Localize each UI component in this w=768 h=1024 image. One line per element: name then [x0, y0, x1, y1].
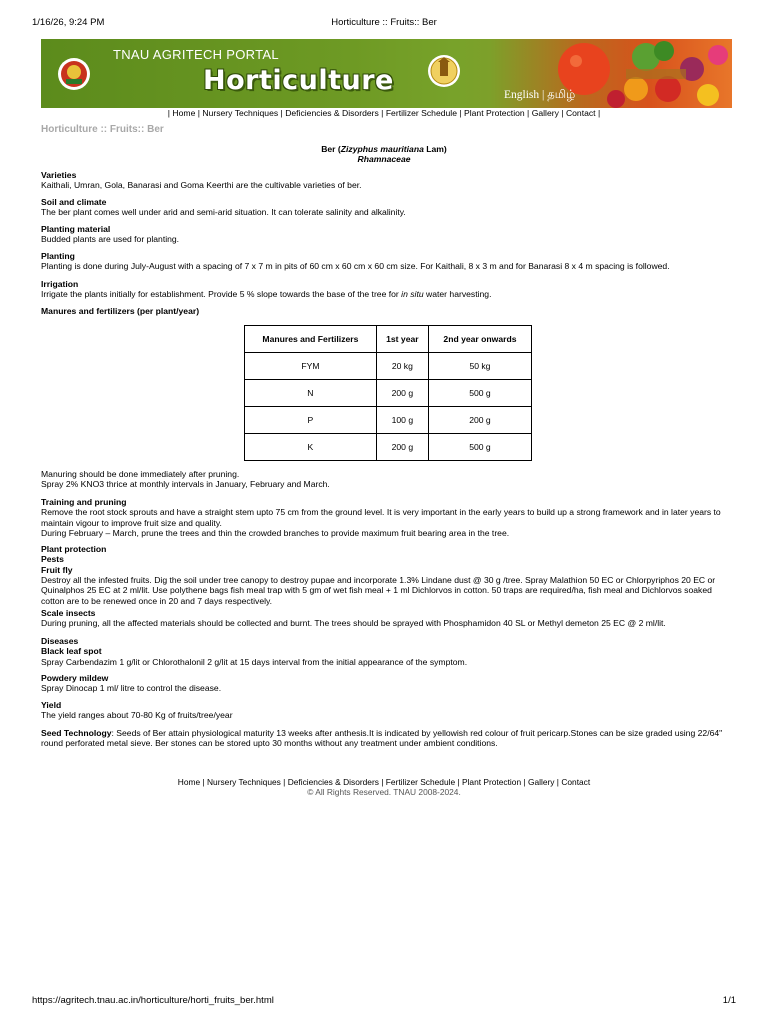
nav-home[interactable]: Home	[172, 108, 196, 118]
table-cell: K	[245, 434, 377, 461]
table-cell: 20 kg	[376, 353, 428, 380]
section-title: Plant protection	[41, 544, 107, 554]
subsection-title: Black leaf spot	[41, 646, 102, 657]
table-cell: 200 g	[376, 434, 428, 461]
section-text: Remove the root stock sprouts and have a straight stem upto 75 cm from the ground level. It is very important in the early years to build up a strong framework and in later years to maintain vigour to improve fruit size and quality.	[41, 507, 721, 528]
portal-title: TNAU AGRITECH PORTAL	[113, 47, 279, 62]
footer-nav-gallery[interactable]: Gallery	[527, 777, 555, 787]
table-cell: N	[245, 380, 377, 407]
top-nav: | Home | Nursery Techniques | Deficiencies & Disorders | Fertilizer Schedule | Plant Protection | Gallery | Contact |	[167, 108, 601, 118]
tnau-emblem-icon	[57, 57, 91, 91]
nav-gallery[interactable]: Gallery	[531, 108, 559, 118]
table-cell: FYM	[245, 353, 377, 380]
section-text: Kaithali, Umran, Gola, Banarasi and Goma Keerthi are the cultivable varieties of ber.	[41, 180, 362, 191]
table-cell: 200 g	[428, 407, 531, 434]
section-text: Spray 2% KNO3 thrice at monthly intervals in January, February and March.	[41, 479, 330, 490]
table-row	[245, 434, 532, 461]
footer-nav: Home | Nursery Techniques | Deficiencies & Disorders | Fertilizer Schedule | Plant Protection | Gallery | Contact	[177, 777, 591, 787]
section-title: Irrigation	[41, 279, 79, 289]
section-yield	[41, 700, 733, 721]
section-text: Planting is done during July-August with a spacing of 7 x 7 m in pits of 60 cm x 60 cm x 60 cm size. For Kaithali, 8 x 3 m and for Banarasi 8 x 4 m spacing is followed.	[41, 261, 670, 272]
section-planting	[41, 251, 733, 272]
section-title: Soil and climate	[41, 197, 107, 207]
nav-protection[interactable]: Plant Protection	[464, 108, 525, 118]
subsection-title: Pests	[41, 554, 64, 565]
heading-prefix: Ber (	[321, 144, 341, 154]
section-title: Manures and fertilizers (per plant/year)	[41, 306, 200, 316]
section-manuring-note	[41, 469, 733, 490]
section-text: During February – March, prune the trees and thin the crowded branches to provide maximum fruit bearing area in the tree.	[41, 527, 510, 538]
section-training	[41, 497, 733, 538]
site-title: Horticulture	[203, 65, 394, 96]
section-planting-material	[41, 224, 733, 245]
table-header-row	[245, 326, 532, 353]
print-page-number: 1/1	[722, 995, 736, 1006]
copyright: © All Rights Reserved. TNAU 2008-2024.	[307, 787, 461, 797]
section-diseases	[41, 636, 733, 667]
section-varieties	[41, 170, 733, 191]
page-heading	[0, 144, 768, 165]
section-powdery-mildew	[41, 673, 733, 694]
section-plant-protection	[41, 544, 733, 606]
section-text: During pruning, all the affected materials should be collected and burnt. The trees should be sprayed with Phosphamidon 40 SL or Methyl demeton 25 EC @ 2 ml/lit.	[41, 618, 666, 629]
subsection-title: Fruit fly	[41, 564, 73, 575]
footer-nav-fertilizer[interactable]: Fertilizer Schedule	[385, 777, 456, 787]
section-title: Yield	[41, 700, 62, 710]
section-text: The ber plant comes well under arid and semi-arid situation. It can tolerate salinity and alkalinity.	[41, 207, 406, 218]
table-cell: 500 g	[428, 380, 531, 407]
section-scale-insects	[41, 608, 733, 629]
table-header: 2nd year onwards	[428, 326, 531, 353]
table-row	[245, 407, 532, 434]
table-cell: 100 g	[376, 407, 428, 434]
table-cell: P	[245, 407, 377, 434]
family-name: Rhamnaceae	[357, 154, 411, 165]
table-header: 1st year	[376, 326, 428, 353]
table-row	[245, 353, 532, 380]
scientific-name: Zizyphus mauritiana	[340, 144, 424, 154]
lang-separator: |	[542, 89, 545, 101]
section-seed-technology	[41, 728, 733, 749]
nav-fertilizer[interactable]: Fertilizer Schedule	[385, 108, 457, 118]
table-cell: 50 kg	[428, 353, 531, 380]
section-title: Planting material	[41, 224, 111, 234]
nav-deficiencies[interactable]: Deficiencies & Disorders	[285, 108, 379, 118]
table-header: Manures and Fertilizers	[245, 326, 377, 353]
heading-suffix: Lam)	[423, 144, 447, 154]
section-title: Seed Technology	[41, 728, 112, 738]
section-manures	[41, 306, 733, 316]
section-title: Training and pruning	[41, 497, 127, 507]
tn-government-seal-icon	[427, 54, 461, 88]
fertilizer-table	[244, 325, 532, 461]
print-datetime: 1/16/26, 9:24 PM	[32, 17, 105, 28]
footer-nav-protection[interactable]: Plant Protection	[461, 777, 522, 787]
print-page-title: Horticulture :: Fruits:: Ber	[331, 17, 437, 28]
section-soil	[41, 197, 733, 218]
footer-nav-contact[interactable]: Contact	[561, 777, 591, 787]
section-title: Varieties	[41, 170, 77, 180]
section-title: Scale insects	[41, 608, 96, 618]
section-text: The yield ranges about 70-80 Kg of fruits/tree/year	[41, 710, 233, 721]
site-banner	[41, 39, 732, 108]
section-title: Planting	[41, 251, 75, 261]
footer-nav-home[interactable]: Home	[177, 777, 201, 787]
print-footer	[32, 995, 736, 1007]
footer-nav-deficiencies[interactable]: Deficiencies & Disorders	[287, 777, 379, 787]
table-cell: 200 g	[376, 380, 428, 407]
table-row	[245, 380, 532, 407]
section-irrigation	[41, 279, 733, 300]
section-text: Spray Dinocap 1 ml/ litre to control the disease.	[41, 683, 222, 694]
nav-nursery[interactable]: Nursery Techniques	[202, 108, 279, 118]
breadcrumb: Horticulture :: Fruits:: Ber	[41, 124, 164, 135]
lang-tamil-link[interactable]: தமிழ்	[547, 89, 576, 101]
section-text: Destroy all the infested fruits. Dig the soil under tree canopy to destroy pupae and incorporate 1.3% Lindane dust @ 30 g /tree. Spray Malathion 50 EC or Chlorpyriphos 20 EC or Quinalphos 25 EC at 2 ml/lit. Use polythene bags fish meal trap with 5 gm of wet fish meal + 1 ml Dichlorvos in cotton. 50 traps are required/ha, fish meal and Dichlorvos soaked cotton are to be renewed once in 20 and 7 days respectively.	[41, 574, 716, 606]
footer-nav-nursery[interactable]: Nursery Techniques	[206, 777, 281, 787]
language-switch	[504, 89, 575, 103]
section-text: : Seeds of Ber attain physiological maturity 13 weeks after anthesis.It is indicated by yellowish red colour of fruit pericarp.Stones can be size graded using 22/64" round perforated metal sieve. Ber stones can be stored upto 30 months without any treatment under ambient conditions.	[41, 728, 723, 749]
section-text: Spray Carbendazim 1 g/lit or Chlorothalonil 2 g/lit at 15 days interval from the initial appearance of the symptom.	[41, 656, 468, 667]
lang-english-link[interactable]: English	[504, 89, 540, 101]
nav-contact[interactable]: Contact	[565, 108, 596, 118]
section-text: Budded plants are used for planting.	[41, 234, 180, 245]
table-cell: 500 g	[428, 434, 531, 461]
print-header	[32, 17, 736, 29]
print-url: https://agritech.tnau.ac.in/horticulture/horti_fruits_ber.html	[32, 995, 274, 1006]
section-text: Manuring should be done immediately after pruning.	[41, 469, 240, 479]
section-text: Irrigate the plants initially for establishment. Provide 5 % slope towards the base of the tree for in situ water harvesting.	[41, 289, 492, 300]
section-title: Powdery mildew	[41, 673, 109, 683]
section-title: Diseases	[41, 636, 79, 646]
